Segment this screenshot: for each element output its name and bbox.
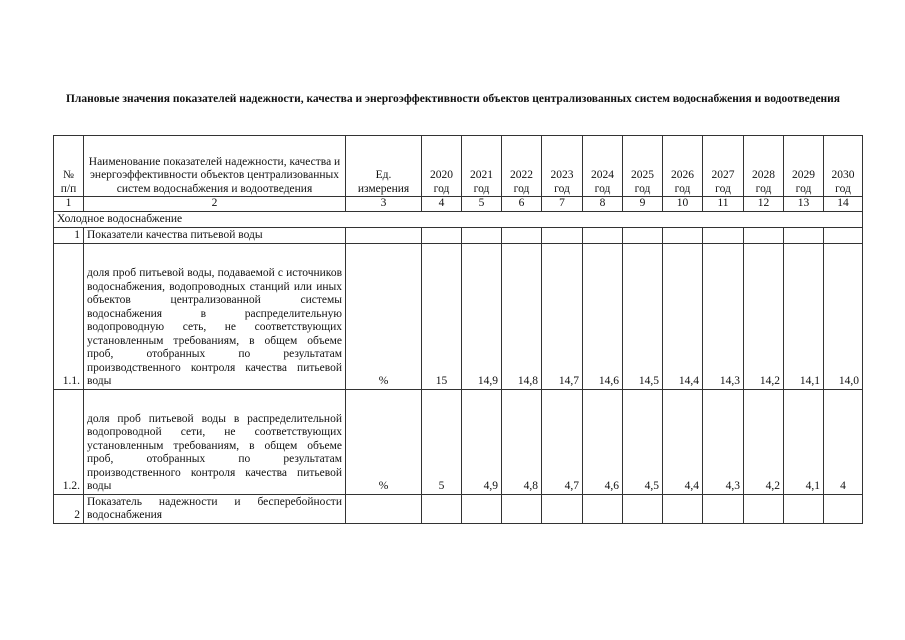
row-value: 14,0 <box>824 243 863 389</box>
empty-cell <box>583 494 623 523</box>
row-value: 15 <box>422 243 462 389</box>
column-number-row <box>54 197 863 212</box>
header-year: 2020 год <box>422 136 462 197</box>
empty-cell <box>824 494 863 523</box>
row-unit: % <box>346 243 422 389</box>
indicators-table <box>53 135 863 524</box>
row-name: Показатель надежности и бесперебойности водоснабжения <box>84 494 346 523</box>
row-value: 4,1 <box>784 389 824 494</box>
row-value: 4,2 <box>744 389 784 494</box>
empty-cell <box>663 227 703 243</box>
empty-cell <box>422 227 462 243</box>
empty-cell <box>462 227 502 243</box>
empty-cell <box>583 227 623 243</box>
empty-cell <box>502 494 542 523</box>
empty-cell <box>744 227 784 243</box>
empty-cell <box>462 494 502 523</box>
row-value: 4,7 <box>542 389 583 494</box>
row-value: 5 <box>422 389 462 494</box>
row-value: 14,4 <box>663 243 703 389</box>
row-unit <box>346 227 422 243</box>
header-year: 2026 год <box>663 136 703 197</box>
row-value: 14,7 <box>542 243 583 389</box>
row-name: доля проб питьевой воды в распределительной водопроводной сети, не соответствующих установленным требованиям, в общем объеме проб, отобранных по результатам производственного контроля качества питьевой воды <box>84 389 346 494</box>
column-number: 3 <box>346 197 422 212</box>
table-row <box>54 243 863 389</box>
header-year: 2022 год <box>502 136 542 197</box>
row-value: 14,1 <box>784 243 824 389</box>
table-row <box>54 494 863 523</box>
row-value: 4,6 <box>583 389 623 494</box>
column-number: 10 <box>663 197 703 212</box>
column-number: 8 <box>583 197 623 212</box>
header-year: 2024 год <box>583 136 623 197</box>
header-name: Наименование показателей надежности, качества и энергоэффективности объектов централизованных систем водоснабжения и водоотведения <box>84 136 346 197</box>
column-number: 2 <box>84 197 346 212</box>
row-value: 14,6 <box>583 243 623 389</box>
row-value: 14,3 <box>703 243 744 389</box>
row-number: 1 <box>54 227 84 243</box>
header-year: 2028 год <box>744 136 784 197</box>
column-number: 1 <box>54 197 84 212</box>
column-number: 7 <box>542 197 583 212</box>
empty-cell <box>784 227 824 243</box>
row-number: 1.1. <box>54 243 84 389</box>
column-number: 12 <box>744 197 784 212</box>
header-row <box>54 136 863 197</box>
row-value: 4,3 <box>703 389 744 494</box>
row-value: 4 <box>824 389 863 494</box>
row-value: 14,5 <box>623 243 663 389</box>
column-number: 6 <box>502 197 542 212</box>
empty-cell <box>502 227 542 243</box>
empty-cell <box>542 494 583 523</box>
empty-cell <box>744 494 784 523</box>
empty-cell <box>784 494 824 523</box>
row-value: 14,9 <box>462 243 502 389</box>
column-number: 5 <box>462 197 502 212</box>
empty-cell <box>623 494 663 523</box>
header-year: 2030 год <box>824 136 863 197</box>
row-value: 4,5 <box>623 389 663 494</box>
row-value: 4,4 <box>663 389 703 494</box>
header-year: 2027 год <box>703 136 744 197</box>
column-number: 14 <box>824 197 863 212</box>
header-year: 2023 год <box>542 136 583 197</box>
row-value: 14,2 <box>744 243 784 389</box>
header-year: 2029 год <box>784 136 824 197</box>
row-unit: % <box>346 389 422 494</box>
header-unit: Ед. измерения <box>346 136 422 197</box>
header-year: 2021 год <box>462 136 502 197</box>
header-num: № п/п <box>54 136 84 197</box>
row-name: Показатели качества питьевой воды <box>84 227 346 243</box>
table-row <box>54 227 863 243</box>
row-number: 2 <box>54 494 84 523</box>
column-number: 13 <box>784 197 824 212</box>
row-number: 1.2. <box>54 389 84 494</box>
empty-cell <box>542 227 583 243</box>
section-title: Холодное водоснабжение <box>54 211 863 227</box>
row-value: 4,9 <box>462 389 502 494</box>
row-value: 4,8 <box>502 389 542 494</box>
empty-cell <box>422 494 462 523</box>
row-value: 14,8 <box>502 243 542 389</box>
empty-cell <box>703 494 744 523</box>
empty-cell <box>623 227 663 243</box>
header-year: 2025 год <box>623 136 663 197</box>
row-unit <box>346 494 422 523</box>
table-row <box>54 389 863 494</box>
empty-cell <box>663 494 703 523</box>
empty-cell <box>824 227 863 243</box>
empty-cell <box>703 227 744 243</box>
row-name: доля проб питьевой воды, подаваемой с источников водоснабжения, водопроводных станций или иных объектов централизованной системы водоснабжения в распределительную водопроводную сеть, не соответствующих установленным требованиям, в общем объеме проб, отобранных по результатам производственного контроля качества питьевой воды <box>84 243 346 389</box>
column-number: 9 <box>623 197 663 212</box>
column-number: 11 <box>703 197 744 212</box>
page-title: Плановые значения показателей надежности, качества и энергоэффективности объектов централизованных систем водоснабжения и водоотведения <box>65 93 841 105</box>
column-number: 4 <box>422 197 462 212</box>
section-row <box>54 211 863 227</box>
